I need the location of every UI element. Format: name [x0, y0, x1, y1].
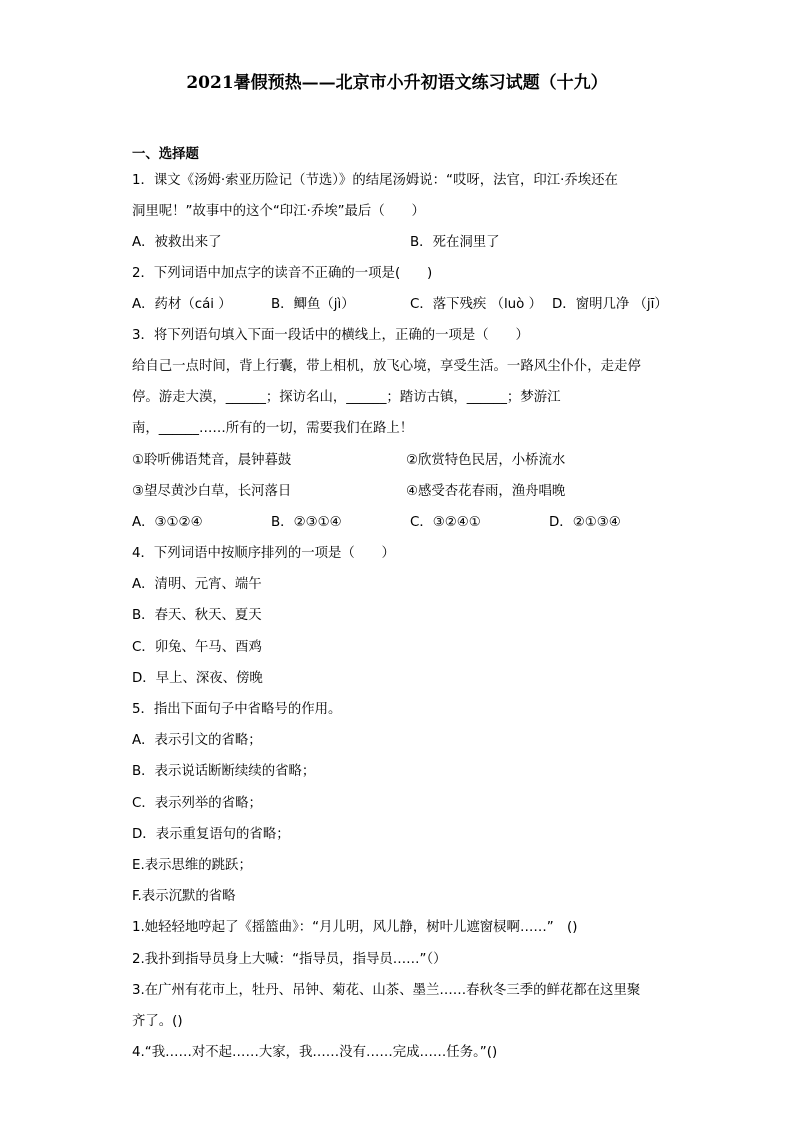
q3-passage-line1: 给自己一点时间，背上行囊，带上相机，放飞心境，享受生活。一路风尘仆仆，走走停: [132, 359, 641, 374]
q3-choice-3: ③望尽黄沙白草，长河落日: [132, 484, 292, 499]
q1-stem-line1: 1．课文《汤姆·索亚历险记（节选）》的结尾汤姆说：“哎呀，法官，印江·乔埃还在: [132, 173, 618, 188]
page-title: 2021暑假预热——北京市小升初语文练习试题（十九）: [186, 73, 608, 93]
q1-option-b: B．死在洞里了: [410, 235, 500, 250]
q1-stem-line2: 洞里呢！”故事中的这个“印江·乔埃”最后（ ）: [132, 204, 425, 219]
q5-sentence-3-line1: 3.在广州有花市上，牡丹、吊钟、菊花、山茶、墨兰……春秋冬三季的鲜花都在这里聚: [132, 983, 641, 998]
q5-stem: 5．指出下面句子中省略号的作用。: [132, 702, 342, 717]
q2-option-d: D．窗明几净 （jī）: [552, 297, 668, 312]
q3-option-b: B．②③①④: [271, 515, 342, 530]
q2-option-a: A．药材（cái ）: [132, 297, 232, 312]
q3-option-c: C．③②④①: [410, 515, 481, 530]
q2-option-c: C．落下残疾 （luò ）: [410, 297, 542, 312]
q4-option-a: A．清明、元宵、端午: [132, 577, 262, 592]
q5-option-a: A．表示引文的省略；: [132, 733, 262, 748]
q1-option-a: A．被救出来了: [132, 235, 222, 250]
q3-choice-1: ①聆听佛语梵音，晨钟暮鼓: [132, 453, 292, 468]
q5-option-e: E.表示思维的跳跃；: [132, 858, 252, 873]
q4-option-d: D．早上、深夜、傍晚: [132, 671, 263, 686]
q3-option-d: D．②①③④: [549, 515, 621, 530]
q4-option-c: C．卯兔、午马、酉鸡: [132, 640, 262, 655]
q5-option-c: C．表示列举的省略；: [132, 796, 262, 811]
q4-stem: 4．下列词语中按顺序排列的一项是（ ）: [132, 546, 395, 561]
q3-passage-line3: 南，______……所有的一切，需要我们在路上！: [132, 421, 414, 436]
q3-option-a: A．③①②④: [132, 515, 203, 530]
q5-sentence-1: 1.她轻轻地哼起了《摇篮曲》：“月儿明，风儿静，树叶儿遮窗棂啊……” (): [132, 920, 578, 935]
q5-sentence-4: 4.“我……对不起……大家，我……没有……完成……任务。”(): [132, 1045, 498, 1060]
q2-stem: 2．下列词语中加点字的读音不正确的一项是( ): [132, 266, 433, 281]
q5-option-d: D．表示重复语句的省略；: [132, 827, 290, 842]
q5-sentence-3-line2: 齐了。(): [132, 1014, 183, 1029]
q5-option-b: B．表示说话断断续续的省略；: [132, 764, 316, 779]
q3-choice-4: ④感受杏花春雨，渔舟唱晚: [406, 484, 566, 499]
q3-passage-line2: 停。游走大漠，______；探访名山，______；踏访古镇，______；梦游江: [132, 390, 561, 405]
section-heading: 一、选择题: [132, 147, 199, 162]
q2-option-b: B．鲫鱼（jì）: [271, 297, 355, 312]
q5-option-f: F.表示沉默的省略: [132, 889, 236, 904]
q4-option-b: B．春天、秋天、夏天: [132, 608, 262, 623]
q5-sentence-2: 2.我扑到指导员身上大喊：“指导员，指导员……”（）: [132, 952, 447, 967]
q3-stem: 3．将下列语句填入下面一段话中的横线上，正确的一项是（ ）: [132, 328, 529, 343]
q3-choice-2: ②欣赏特色民居，小桥流水: [406, 453, 566, 468]
